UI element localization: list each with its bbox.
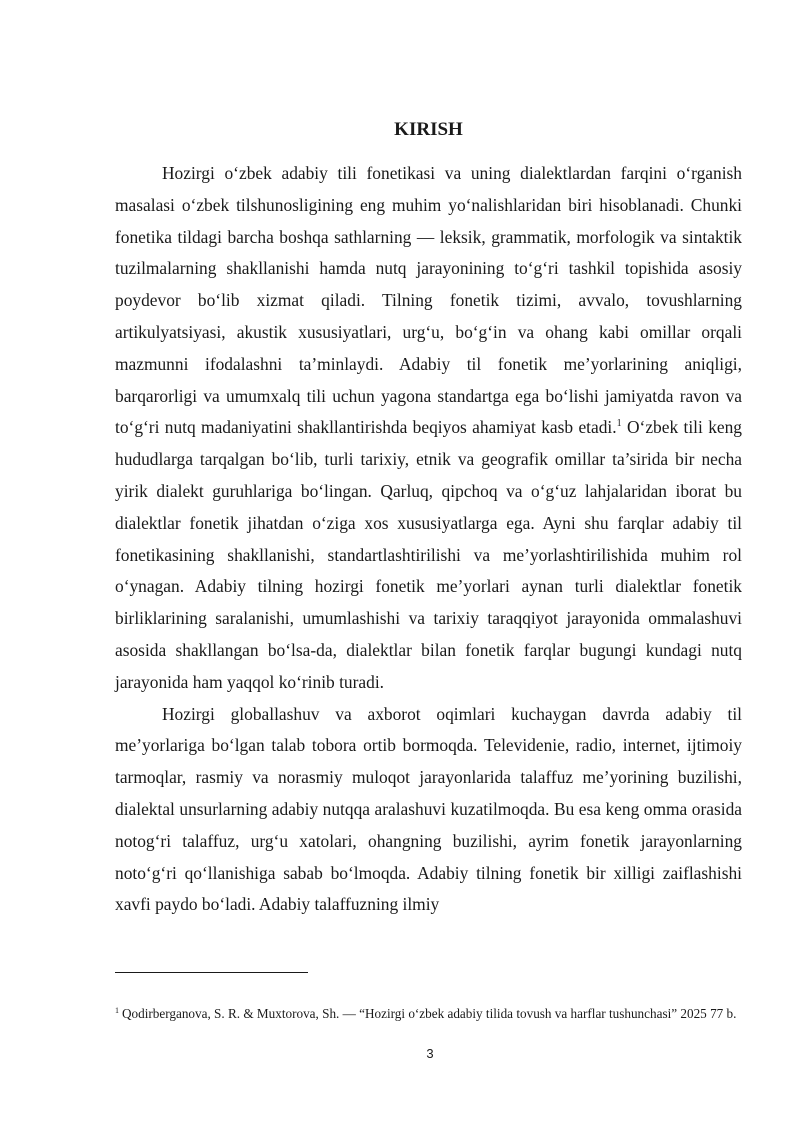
paragraph-1-part-1: Hozirgi o‘zbek adabiy tili fonetikasi va uning dialektlardan farqini o‘rganish masalasi o‘zbek tilshunosligining eng muhim yo‘nalishlaridan biri hisoblanadi. Chunki fonetika tildagi barcha boshqa sathlarning — leksik, grammatik, morfologik va sintaktik tuzilmalarning shakllanishi hamda nutq jarayonining to‘g‘ri tashkil topishida asosiy poydevor bo‘lib xizmat qiladi. Tilning fonetik tizimi, avvalo, tovushlarning artikulyatsiyasi, akustik xususiyatlari, urg‘u, bo‘g‘in va ohang kabi omillar orqali mazmunni ifodalashni ta’minlaydi. Adabiy til fonetik me’yorlarining aniqligi, barqarorligi va umumxalq tili uchun yagona standartga ega bo‘lishi jamiyatda ravon va to‘g‘ri nutq madaniyatini shakllantirishda beqiyos ahamiyat kasb etadi.: [115, 163, 742, 438]
paragraph-2: Hozirgi globallashuv va axborot oqimlari kuchaygan davrda adabiy til me’yorlariga bo‘lgan talab tobora ortib bormoqda. Televidenie, radio, internet, ijtimoiy tarmoqlar, rasmiy va norasmiy muloqot jarayonlarida talaffuz me’yorining buzilishi, dialektal unsurlarning adabiy nutqqa aralashuvi kuzatilmoqda. Bu esa keng omma orasida notog‘ri talaffuz, urg‘u xatolari, ohangning buzilishi, ayrim fonetik jarayonlarning noto‘g‘ri qo‘llanishiga sabab bo‘lmoqda. Adabiy tilning fonetik bir xilligi zaiflashishi xavfi paydo bo‘ladi. Adabiy talaffuzning ilmiy: [115, 703, 742, 915]
section-title: KIRISH: [394, 119, 463, 140]
paragraph-1-part-2: O‘zbek tili keng hududlarga tarqalgan bo‘lib, turli tarixiy, etnik va geografik omillar ta’sirida bir necha yirik dialekt guruhlariga bo‘lingan. Qarluq, qipchoq va o‘g‘uz lahjalaridan iborat bu dialektlar fonetik jihatdan o‘ziga xos xususiyatlarga ega. Ayni shu farqlar adabiy til fonetikasining shakllanishi, standartlashtirilishi va me’yorlashtirilishida muhim rol o‘ynagan. Adabiy tilning hozirgi fonetik me’yorlari aynan turli dialektlar fonetik birliklarining saralanishi, umumlashishi va tarixiy taraqqiyot jarayonida ommalashuvi asosida shakllangan bo‘lsa-da, dialektlar bilan fonetik farqlar bugungi kundagi nutq jarayonida ham yaqqol ko‘rinib turadi.: [115, 417, 743, 692]
body-text: [115, 158, 742, 921]
footnote: [115, 1000, 742, 1027]
page-number: 3: [426, 1046, 434, 1061]
footnote-text: Qodirberganova, S. R. & Muxtorova, Sh. — “Hozirgi o‘zbek adabiy tilida tovush va harflar tushunchasi” 2025 77 b.: [122, 1006, 737, 1021]
footnote-reference[interactable]: 1: [616, 418, 622, 430]
paragraph-1: [115, 158, 742, 699]
footnote-marker: 1: [115, 1005, 119, 1015]
footnote-divider: [115, 972, 308, 973]
